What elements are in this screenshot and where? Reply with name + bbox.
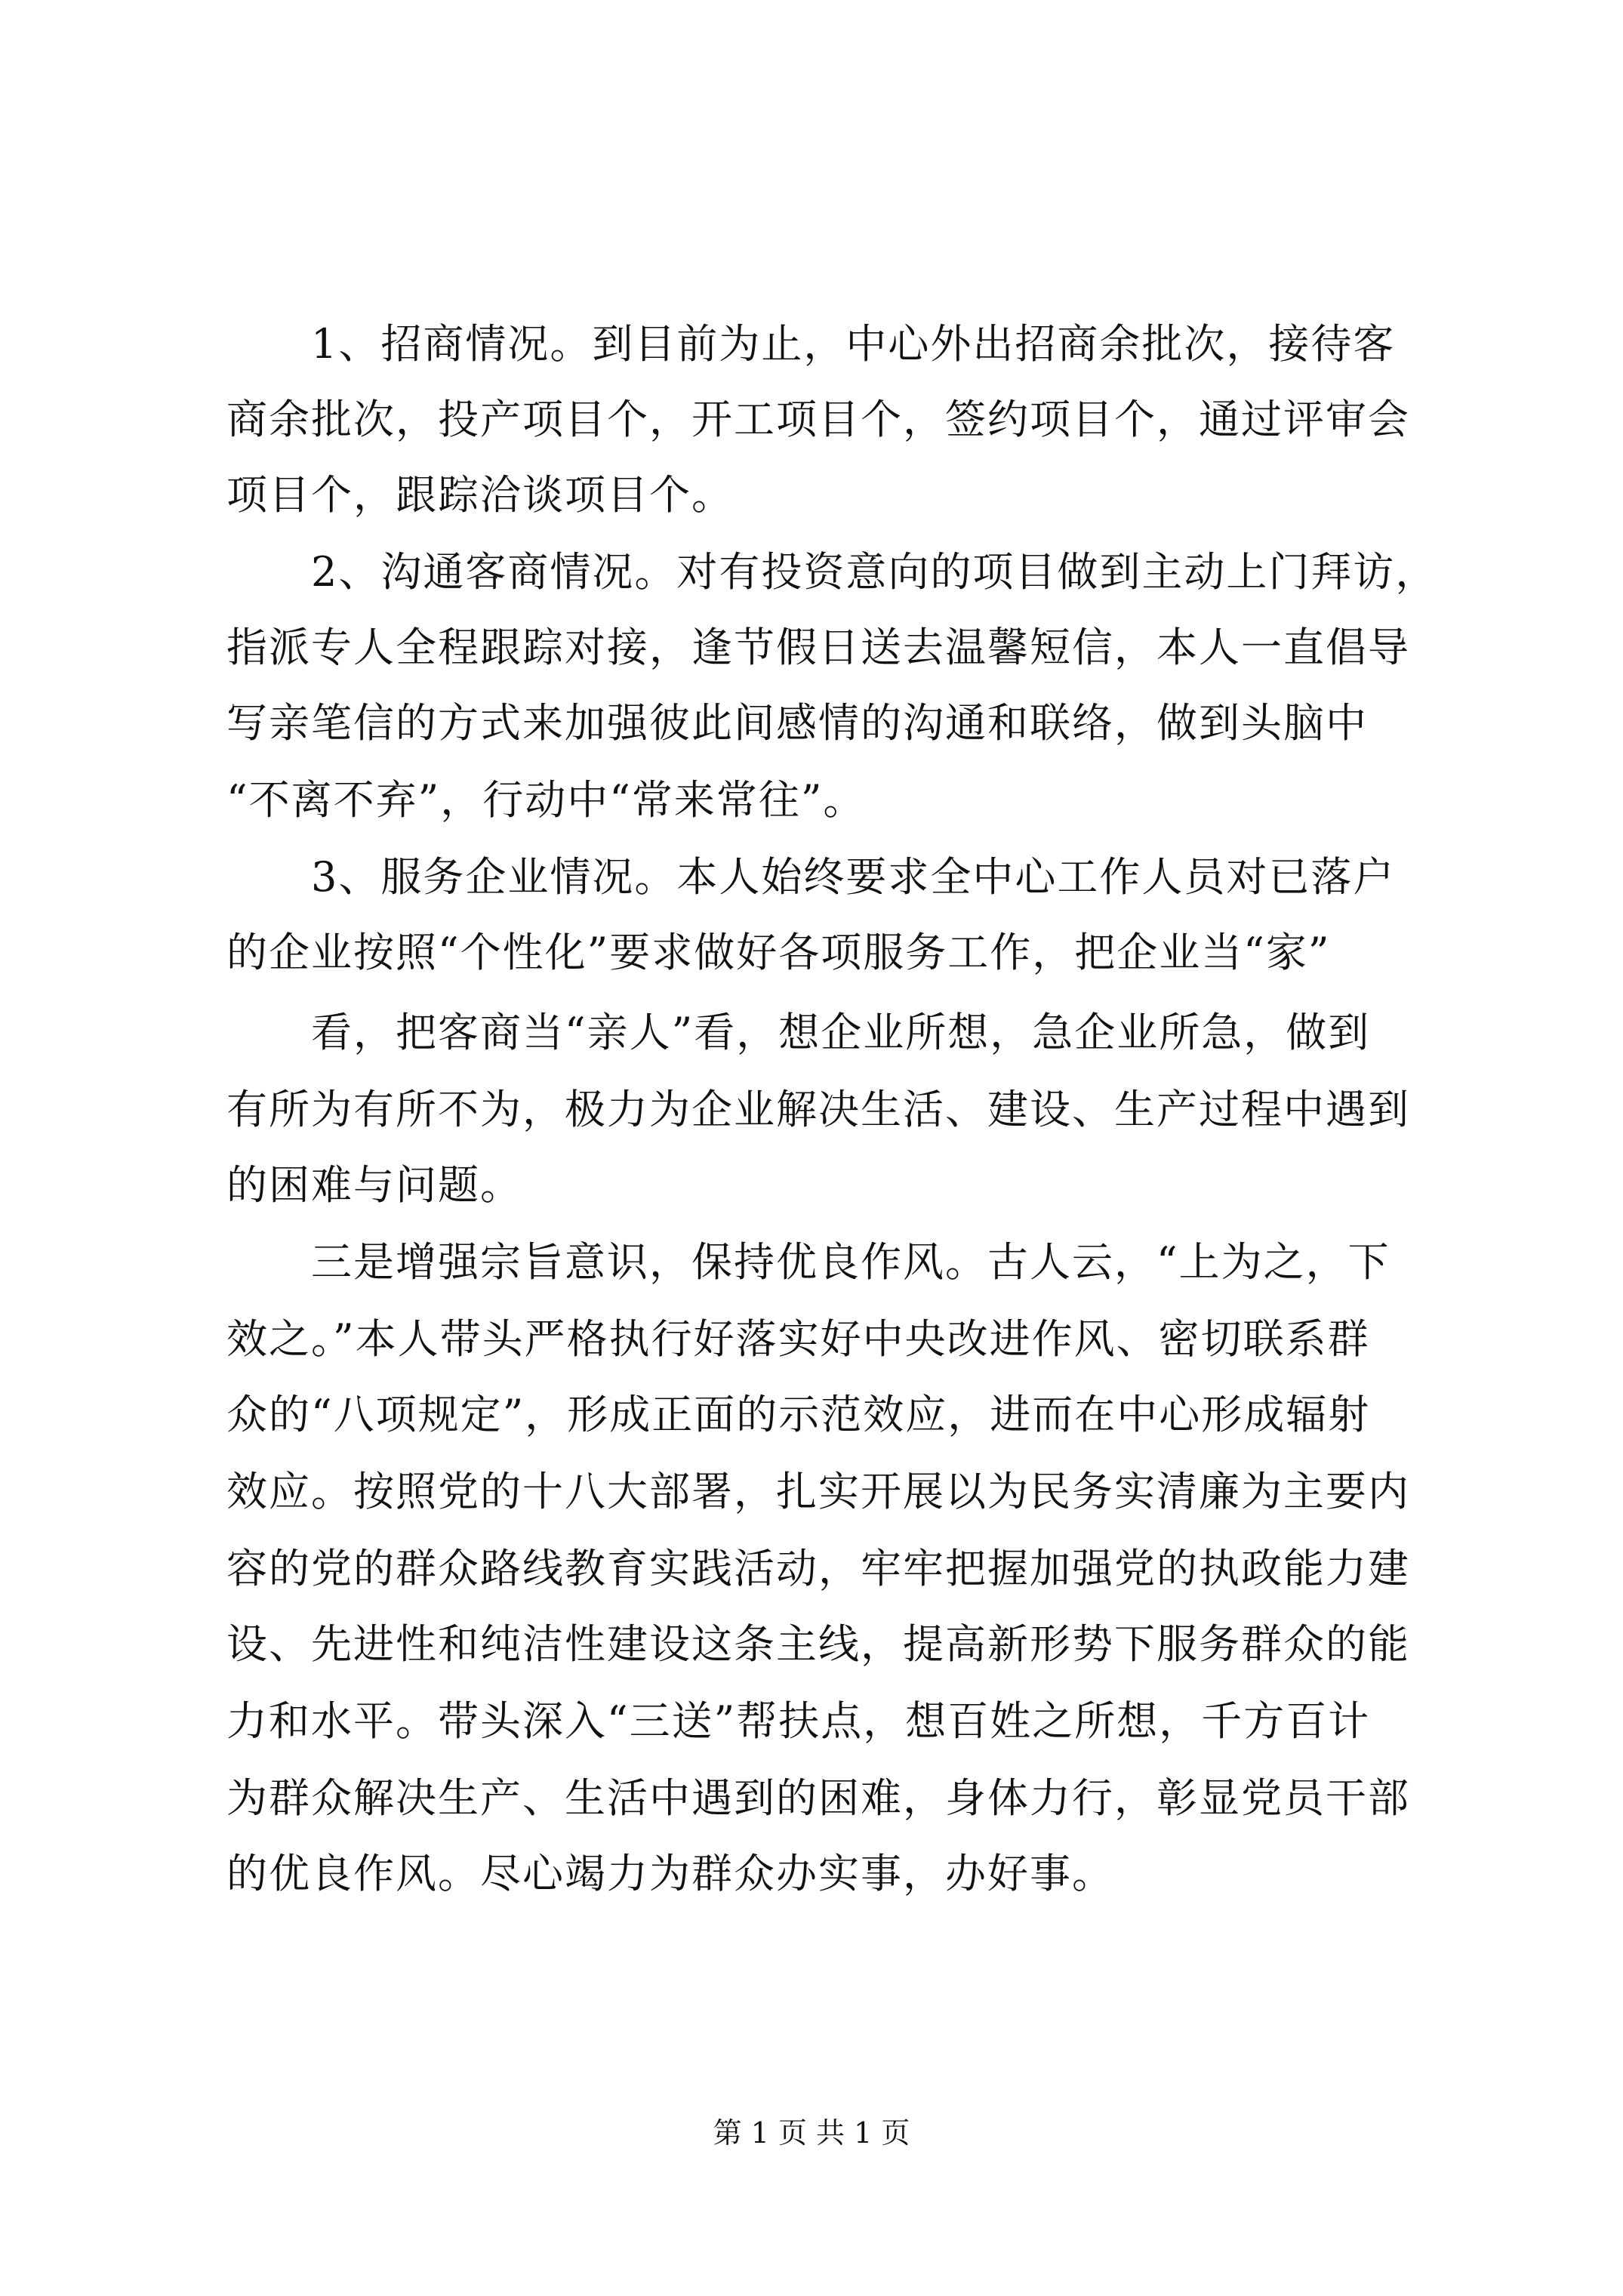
paragraph-3-line-3: 看，把客商当“亲人”看，想企业所想，急企业所急，做到 — [226, 1009, 1371, 1056]
paragraph-3-line-2: 的企业按照“个性化”要求做好各项服务工作，把企业当“家” — [226, 929, 1331, 976]
paragraph-4-line-2: 效之。”本人带头严格执行好落实好中央改进作风、密切联系群 — [226, 1315, 1370, 1363]
paragraph-2-line-4: “不离不弃”，行动中“常来常往”。 — [226, 776, 866, 824]
paragraph-3-line-4: 有所为有所不为，极力为企业解决生活、建设、生产过程中遇到 — [226, 1086, 1410, 1133]
page-footer: 第 1 页 共 1 页 — [713, 2116, 910, 2150]
paragraph-4-line-3: 众的“八项规定”，形成正面的示范效应，进而在中心形成辐射 — [226, 1391, 1371, 1438]
paragraph-4-line-7: 力和水平。带头深入“三送”帮扶点，想百姓之所想，千方百计 — [226, 1697, 1371, 1745]
paragraph-4-line-9: 的优良作风。尽心竭力为群众办实事，办好事。 — [226, 1850, 1114, 1897]
paragraph-4-line-6: 设、先进性和纯洁性建设这条主线，提高新形势下服务群众的能 — [226, 1620, 1410, 1668]
paragraph-3-line-5: 的困难与问题。 — [226, 1161, 522, 1209]
paragraph-4-line-4: 效应。按照党的十八大部署，扎实开展以为民务实清廉为主要内 — [226, 1468, 1410, 1515]
paragraph-2-line-2: 指派专人全程跟踪对接，逢节假日送去温馨短信，本人一直倡导 — [226, 624, 1410, 671]
paragraph-1-line-3: 项目个，跟踪洽谈项目个。 — [226, 471, 734, 519]
paragraph-1-line-1: 1、招商情况。到目前为止，中心外出招商余批次，接待客 — [226, 320, 1396, 368]
paragraph-2-line-1: 2、沟通客商情况。对有投资意向的项目做到主动上门拜访， — [226, 548, 1438, 596]
paragraph-4-line-8: 为群众解决生产、生活中遇到的困难，身体力行，彰显党员干部 — [226, 1774, 1410, 1822]
paragraph-1-line-2: 商余批次，投产项目个，开工项目个，签约项目个，通过评审会 — [226, 396, 1410, 443]
paragraph-4-line-1: 三是增强宗旨意识，保持优良作风。古人云，“上为之，下 — [226, 1238, 1390, 1286]
paragraph-4-line-5: 容的党的群众路线教育实践活动，牢牢把握加强党的执政能力建 — [226, 1545, 1410, 1592]
paragraph-2-line-3: 写亲笔信的方式来加强彼此间感情的沟通和联络，做到头脑中 — [226, 699, 1368, 747]
paragraph-3-line-1: 3、服务企业情况。本人始终要求全中心工作人员对已落户 — [226, 853, 1396, 901]
